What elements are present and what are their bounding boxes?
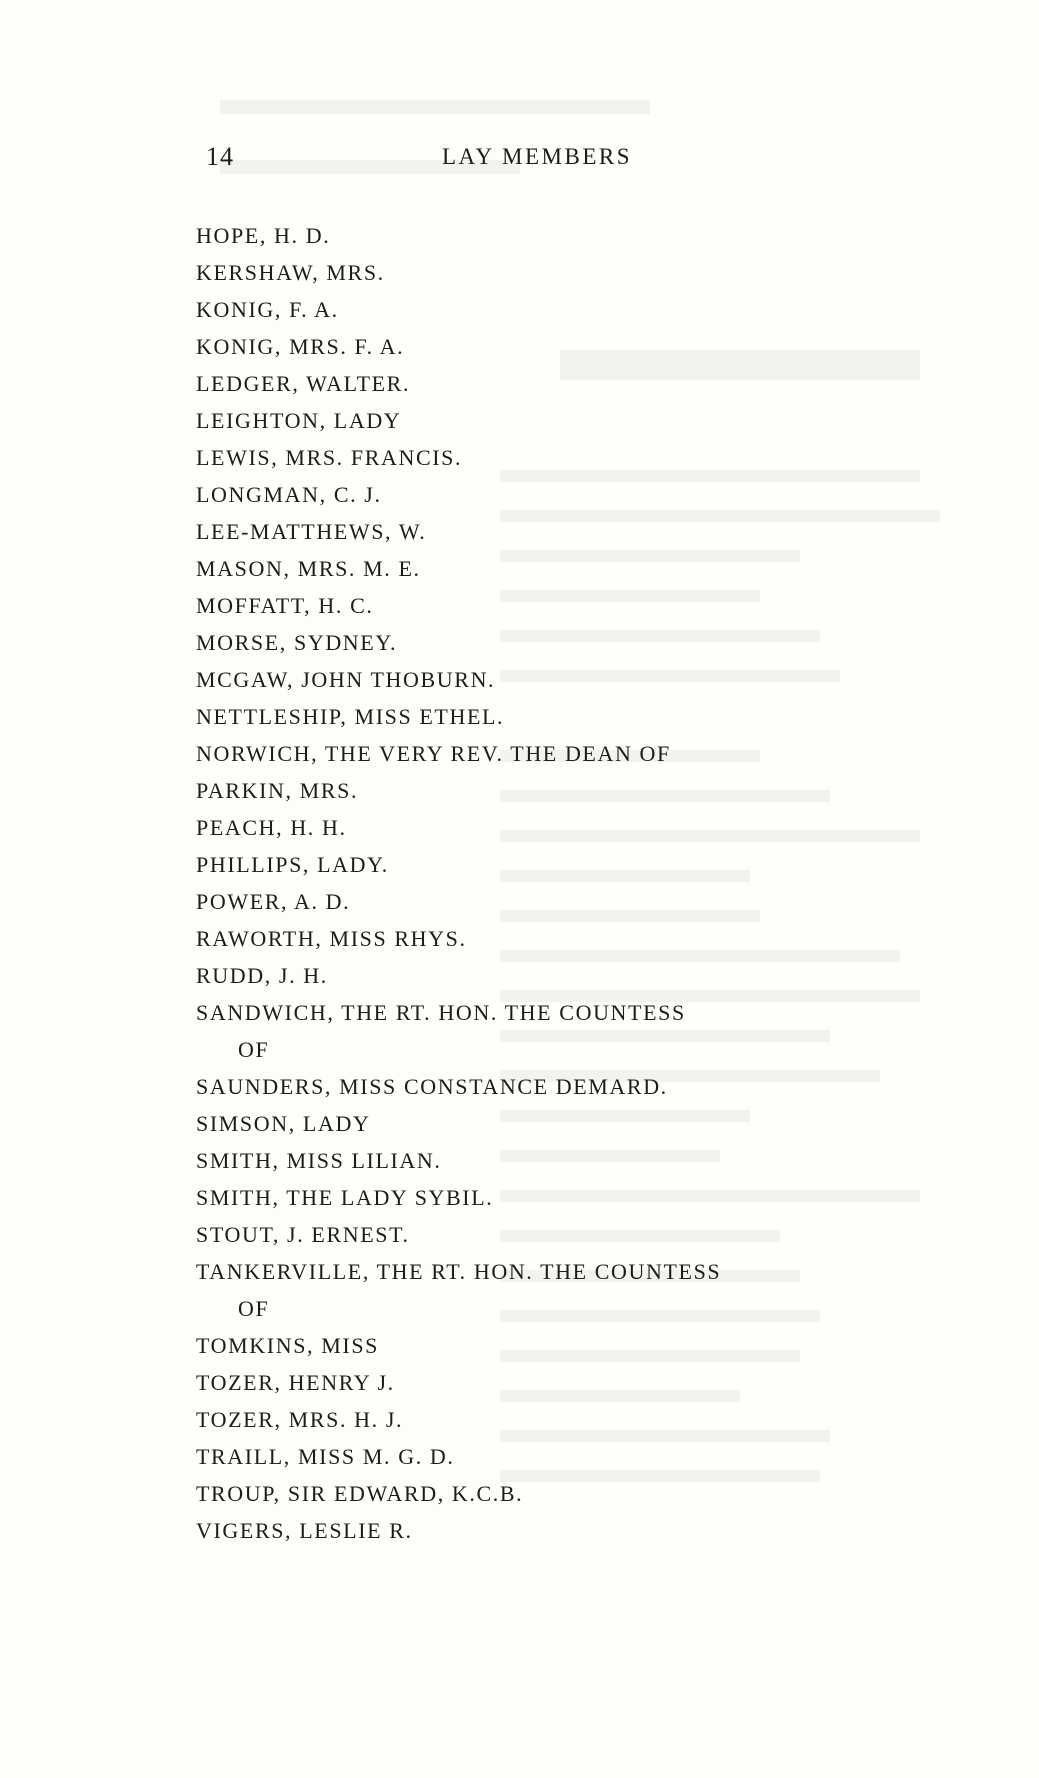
member-entry [196,1401,916,1438]
member-name-continuation: OF [238,1296,270,1321]
member-entry [196,1142,916,1179]
member-entry [196,920,916,957]
member-name: LEIGHTON, LADY [196,408,402,433]
member-name: TOZER, MRS. H. J. [196,1407,404,1432]
member-entry [196,1216,916,1253]
member-entry [196,1364,916,1401]
member-name: HOPE, H. D. [196,223,331,248]
member-entry [196,291,916,328]
member-name: LONGMAN, C. J. [196,482,382,507]
running-head: LAY MEMBERS [442,144,633,169]
member-name: LEDGER, WALTER. [196,371,411,396]
member-entry [196,476,916,513]
member-entry [196,1512,916,1549]
member-entry [196,587,916,624]
member-entry [196,550,916,587]
member-entry [196,1105,916,1142]
member-name: PEACH, H. H. [196,815,347,840]
member-name: TRAILL, MISS M. G. D. [196,1444,455,1469]
member-name: MCGAW, JOHN THOBURN. [196,667,496,692]
member-name: KERSHAW, MRS. [196,260,385,285]
member-entry [196,957,916,994]
member-name: SANDWICH, THE RT. HON. THE COUNTESS [196,1000,686,1025]
member-name-continuation: OF [238,1037,270,1062]
member-entry [196,994,916,1068]
member-name: LEE-MATTHEWS, W. [196,519,427,544]
member-entry [196,809,916,846]
member-name: SMITH, THE LADY SYBIL. [196,1185,494,1210]
member-entry [196,513,916,550]
member-entry [196,402,916,439]
member-name: MOFFATT, H. C. [196,593,374,618]
member-name: SAUNDERS, MISS CONSTANCE DEMARD. [196,1074,668,1099]
member-entry [196,1253,916,1327]
member-entry [196,735,916,772]
member-entry [196,1068,916,1105]
member-entry [196,1179,916,1216]
member-entry [196,698,916,735]
member-list [196,217,916,1549]
member-entry [196,661,916,698]
member-name: PHILLIPS, LADY. [196,852,389,877]
member-name: KONIG, F. A. [196,297,339,322]
page-header [206,142,706,182]
member-entry [196,439,916,476]
member-name: NORWICH, THE VERY REV. THE DEAN OF [196,741,671,766]
member-name: KONIG, MRS. F. A. [196,334,405,359]
member-name: POWER, A. D. [196,889,351,914]
member-entry [196,1475,916,1512]
member-name: TOMKINS, MISS [196,1333,379,1358]
member-name: TROUP, SIR EDWARD, K.C.B. [196,1481,524,1506]
member-entry [196,365,916,402]
member-entry [196,217,916,254]
member-entry [196,1327,916,1364]
member-entry [196,254,916,291]
member-name: SIMSON, LADY [196,1111,371,1136]
member-name: TANKERVILLE, THE RT. HON. THE COUNTESS [196,1259,722,1284]
member-entry [196,624,916,661]
member-name: MORSE, SYDNEY. [196,630,398,655]
member-entry [196,772,916,809]
member-name: STOUT, J. ERNEST. [196,1222,410,1247]
member-entry [196,1438,916,1475]
member-name: RUDD, J. H. [196,963,328,988]
page-number: 14 [206,142,234,171]
member-entry [196,883,916,920]
member-name: VIGERS, LESLIE R. [196,1518,413,1543]
member-name: MASON, MRS. M. E. [196,556,421,581]
member-name: SMITH, MISS LILIAN. [196,1148,442,1173]
member-entry [196,328,916,365]
member-entry [196,846,916,883]
member-name: RAWORTH, MISS RHYS. [196,926,467,951]
member-name: NETTLESHIP, MISS ETHEL. [196,704,505,729]
member-name: TOZER, HENRY J. [196,1370,395,1395]
member-name: LEWIS, MRS. FRANCIS. [196,445,463,470]
member-name: PARKIN, MRS. [196,778,359,803]
